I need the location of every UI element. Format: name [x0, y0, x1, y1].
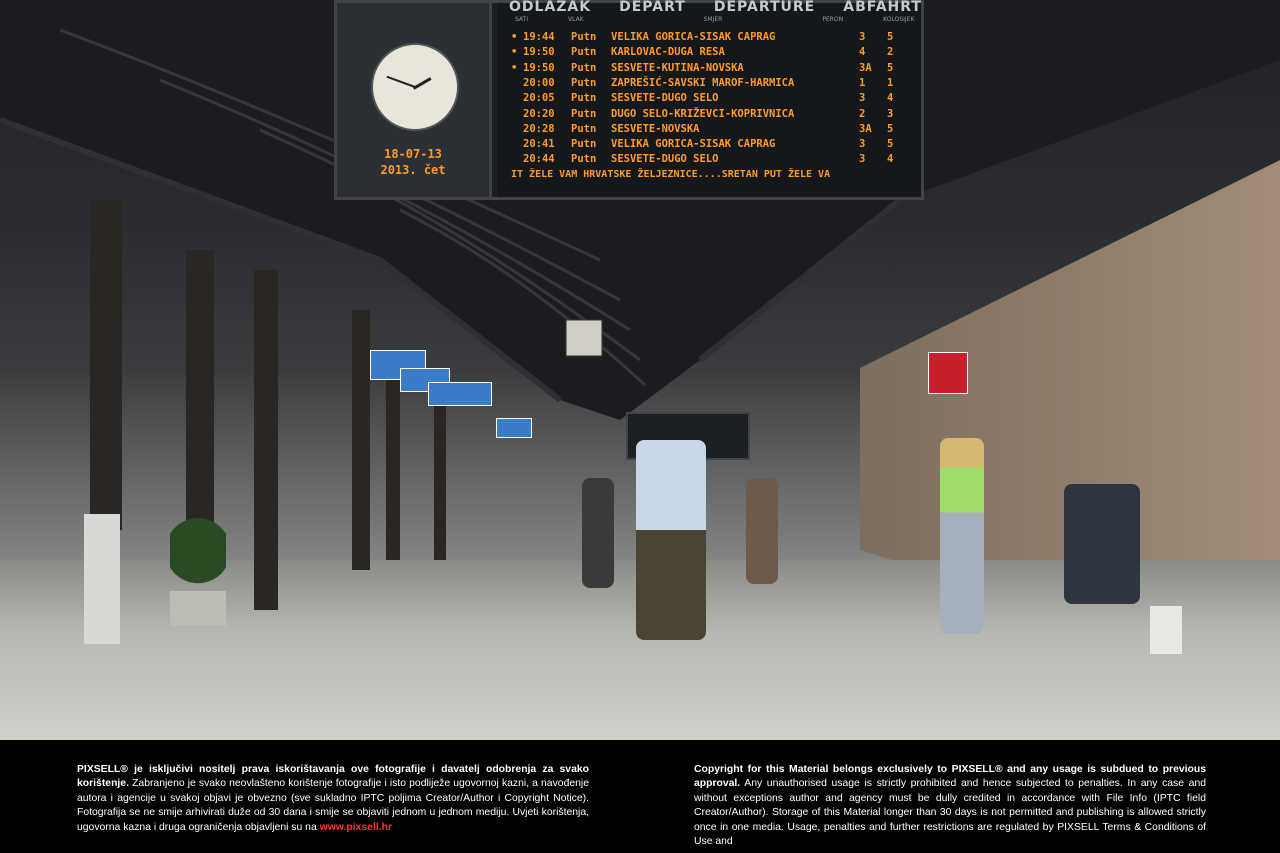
woman-seated	[1064, 484, 1140, 604]
departure-dot	[511, 108, 523, 120]
notice-en-body: Any unauthorised usage is strictly prohibited and hence subjected to penalties. In any case and without exceptions author and agency must be dully credited in accordance with File Info (IPTC field Creator/Author). Storage of this Material longer than 30 days is not permitted and publishing is allowed strictly once in one media. Usage, penalties and further restrictions are regulated by PIXSELL Terms & Conditions of Use and	[694, 778, 1206, 848]
red-sign	[928, 352, 968, 394]
board-header	[509, 0, 922, 15]
departure-dot	[511, 153, 523, 165]
man-walking	[636, 440, 706, 640]
canister	[1150, 606, 1182, 654]
departure-track: 4	[887, 153, 894, 166]
departure-track: 1	[887, 76, 894, 89]
departure-track: 5	[887, 31, 894, 43]
departure-dest: ZAPREŠIĆ-SAVSKI MAROF-HARMICA	[611, 76, 795, 89]
departure-platform: 1	[859, 76, 866, 89]
header-hr: ODLAZAK	[509, 0, 592, 15]
departure-track: 3	[887, 107, 894, 120]
departure-train: Putn	[571, 31, 597, 43]
clock-hour-hand	[413, 77, 432, 90]
departure-track: 5	[887, 61, 894, 74]
pillar	[352, 310, 370, 570]
departure-dest: DUGO SELO-KRIŽEVCI-KOPRIVNICA	[611, 107, 795, 120]
departure-train: Putn	[571, 107, 597, 120]
board-ticker: IT ŽELE VAM HRVATSKE ŽELJEZNICE....SRETAN PUT ŽELE VA	[511, 169, 831, 180]
departure-time: 19:44	[523, 31, 555, 43]
direction-sign	[496, 418, 532, 438]
pillar	[434, 380, 446, 560]
header-en: DEPARTURE	[713, 0, 816, 15]
notice-en-lead: Copyright for this Material belongs exclusively to PIXSELL® and any usage is subdued to previous approval.	[694, 764, 1206, 790]
col-track: KOLOSIJEK	[883, 16, 915, 23]
departure-dest: KARLOVAC-DUGA RESA	[611, 46, 725, 59]
notice-hr-lead: je isključivi nositelj prava iskorištavanja ove fotografije i davatelj odobrenja za svako korištenje.	[77, 764, 589, 790]
departure-track: 2	[887, 46, 894, 59]
departure-time: 20:41	[523, 138, 555, 151]
departure-time: 19:50	[523, 61, 555, 74]
departure-train: Putn	[571, 153, 597, 166]
departure-row	[511, 77, 901, 89]
col-direction: SMJER	[703, 16, 723, 23]
departure-row	[511, 62, 901, 74]
board-date: 18-07-13	[384, 147, 442, 161]
departure-dot: •	[511, 46, 518, 59]
departure-dest: VELIKA GORICA-SISAK CAPRAG	[611, 31, 776, 43]
departure-platform: 3A	[859, 122, 872, 135]
notice-hr-body: Zabranjeno je svako neovlašteno korištenje fotografije i isto podliježe ugovornoj kazni, a navođenje autora i agencije u svakoj objavi je obvezno (sve sukladno IPTC poljima Creator/Author i Copyright Notice). Fotografija se ne smije arhivirati duže od 30 dana i smije se objaviti jednom u jednom mediju. Uvjeti korištenja, ugovorna kazna i druga ograničenja objavljeni su na	[77, 778, 589, 833]
departure-time: 20:20	[523, 107, 555, 120]
departures-list	[497, 0, 922, 197]
departure-train: Putn	[571, 92, 597, 105]
clock-panel	[337, 3, 492, 197]
departure-train: Putn	[571, 138, 597, 151]
person-background	[582, 478, 614, 588]
departure-platform: 3	[859, 31, 866, 43]
copyright-notice-hr	[77, 763, 589, 835]
departure-platform: 3	[859, 138, 866, 151]
departure-time: 20:05	[523, 92, 555, 105]
copyright-notice-en	[694, 763, 1206, 849]
board-subheader	[515, 16, 914, 23]
departure-row	[511, 108, 901, 120]
person-background	[746, 478, 778, 584]
departure-time: 20:44	[523, 153, 555, 166]
header-de: ABFAHRT	[843, 0, 922, 15]
departure-platform: 3A	[859, 61, 872, 74]
departure-dest: SESVETE-DUGO SELO	[611, 153, 719, 166]
direction-sign	[428, 382, 492, 406]
pillar	[90, 200, 122, 530]
pillar	[254, 270, 278, 610]
brand-name: PIXSELL®	[77, 764, 128, 775]
planter	[170, 510, 226, 626]
departure-platform: 3	[859, 153, 866, 166]
clock-minute-hand	[386, 76, 415, 88]
departure-row	[511, 123, 901, 135]
col-train: VLAK	[568, 16, 584, 23]
departure-time: 20:28	[523, 122, 555, 135]
departure-dot	[511, 92, 523, 104]
departure-row	[511, 46, 901, 58]
departure-train: Putn	[571, 46, 597, 59]
departure-board	[334, 0, 924, 200]
departure-platform: 2	[859, 107, 866, 120]
woman-standing	[940, 438, 984, 634]
departure-dot: •	[511, 31, 518, 43]
departure-track: 5	[887, 138, 894, 151]
departure-dest: SESVETE-KUTINA-NOVSKA	[611, 61, 744, 74]
departure-dot	[511, 77, 523, 89]
departure-dest: VELIKA GORICA-SISAK CAPRAG	[611, 138, 776, 151]
departure-track: 5	[887, 122, 894, 135]
departure-dest: SESVETE-DUGO SELO	[611, 92, 719, 105]
departure-time: 19:50	[523, 46, 555, 59]
header-fr: DEPART	[619, 0, 686, 15]
departure-track: 4	[887, 92, 894, 105]
departure-row	[511, 138, 901, 150]
copyright-footer	[0, 740, 1280, 853]
departure-train: Putn	[571, 76, 597, 89]
col-platform: PERON	[822, 16, 844, 23]
departure-row	[511, 153, 901, 165]
departure-platform: 3	[859, 92, 866, 105]
departure-time: 20:00	[523, 76, 555, 89]
departure-platform: 4	[859, 46, 866, 59]
departure-dot	[511, 123, 523, 135]
departure-dot: •	[511, 61, 518, 74]
board-day: 2013. čet	[380, 163, 446, 177]
pixsell-link[interactable]: www.pixsell.hr	[319, 821, 392, 833]
departure-row	[511, 31, 901, 43]
pillar	[386, 360, 400, 560]
col-time: SATI	[515, 16, 528, 23]
pillar	[186, 250, 214, 530]
departure-dot	[511, 138, 523, 150]
departure-train: Putn	[571, 122, 597, 135]
clock-icon	[371, 43, 459, 131]
departure-row	[511, 92, 901, 104]
departure-train: Putn	[571, 61, 597, 74]
departure-dest: SESVETE-NOVSKA	[611, 122, 700, 135]
ticket-validator	[84, 514, 120, 644]
